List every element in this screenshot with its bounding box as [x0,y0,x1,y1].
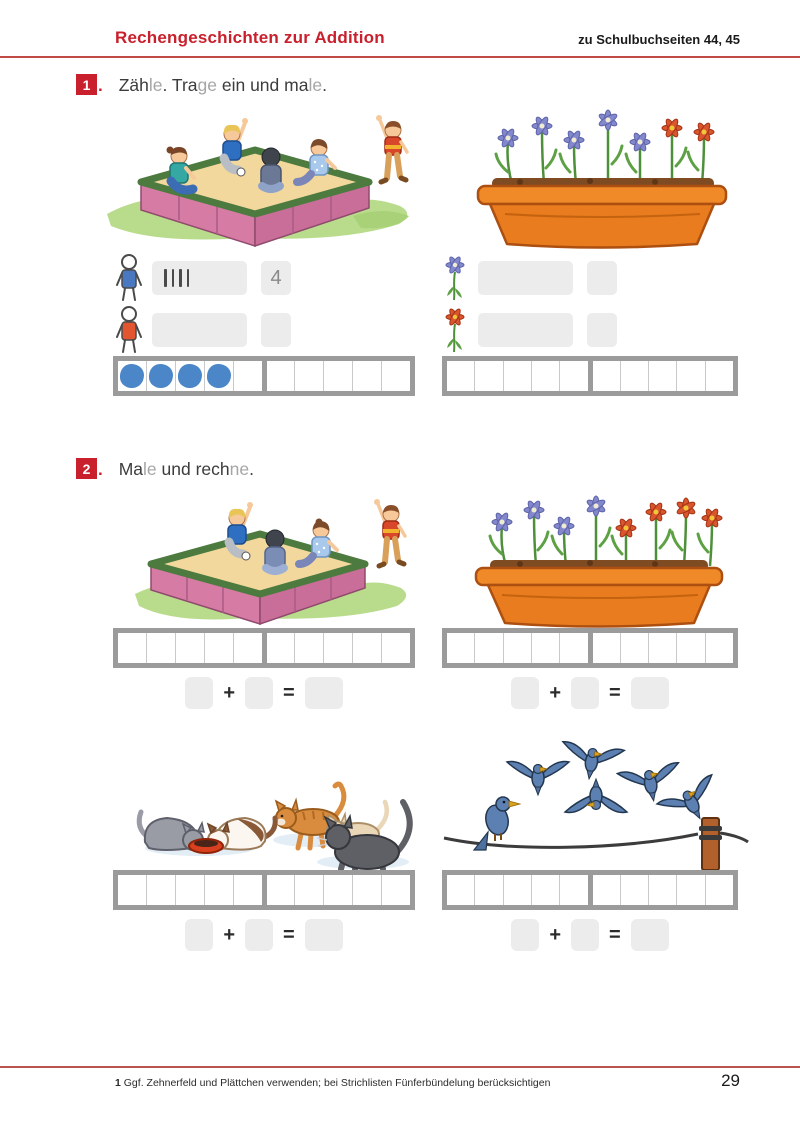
number-input-box[interactable] [587,261,617,295]
sum-input-box[interactable] [631,677,669,709]
ten-frame-cell[interactable] [118,361,147,391]
footnote [115,1077,550,1089]
ten-frame-group [593,361,734,391]
instruction-segment: und rech [156,459,230,479]
bird-flying [565,779,627,813]
bird-flying [507,762,569,796]
tally-input-box[interactable] [478,261,573,295]
instruction-segment: . [249,459,254,479]
tally-mark [179,269,182,287]
ten-frame-cell[interactable] [593,633,621,663]
ten-frame-cell[interactable] [382,875,410,905]
ten-frame-cell[interactable] [295,875,324,905]
instruction-segment: Ma [118,459,144,479]
ten-frame-cell[interactable] [677,875,705,905]
equals-sign: = [609,681,621,704]
ten-frame-cell[interactable] [382,361,410,391]
addend-input-box[interactable] [245,677,273,709]
flower-blue-icon [438,254,472,302]
count-row [112,252,291,304]
ten-frame-cell[interactable] [295,361,324,391]
equals-sign: = [283,923,295,946]
tally-input-box[interactable] [478,313,573,347]
wooden-post [699,818,722,870]
ten-frame-cell[interactable] [706,633,733,663]
task1-left-count-rows [112,252,291,356]
ten-frame-cell[interactable] [560,633,587,663]
instruction-segment: . [322,75,327,95]
ten-frame-cell[interactable] [295,633,324,663]
sum-input-box[interactable] [305,677,343,709]
task2-badge-dot: . [98,460,103,479]
ten-frame-cell[interactable] [234,633,262,663]
ten-frame-cell[interactable] [267,633,296,663]
ten-frame-cell[interactable] [706,361,733,391]
count-row [112,304,291,356]
tally-input-box[interactable] [152,313,247,347]
instruction-segment: le [308,75,323,95]
child-standing-red [376,115,407,182]
addend-input-box[interactable] [511,677,539,709]
ten-frame-cell[interactable] [621,633,649,663]
addend-input-box[interactable] [185,677,213,709]
sum-input-box[interactable] [631,919,669,951]
equals-sign: = [283,681,295,704]
number-input-box[interactable] [587,313,617,347]
ten-frame-group [118,633,262,663]
ten-frame [442,870,738,910]
flower-box-scene-illustration [450,102,755,254]
ten-frame-cell[interactable] [447,633,475,663]
page-number: 29 [721,1071,740,1090]
counter-dot [149,364,173,388]
child-figure-red-icon [112,305,146,355]
ten-frame-group [447,633,588,663]
ten-frame-cell[interactable] [504,361,532,391]
sandbox-scene-illustration [95,92,425,258]
task1-right-count-rows [438,252,617,356]
addend-input-box[interactable] [245,919,273,951]
footnote-text: Ggf. Zehnerfeld und Plättchen verwenden; bei Strichlisten Fünferbündelung berücksichtigen [123,1077,551,1089]
plus-operator: + [223,923,235,946]
ten-frame-cell[interactable] [205,633,234,663]
ten-frame-group [447,875,588,905]
ten-frame-group [267,633,411,663]
ten-frame-cell[interactable] [205,875,234,905]
ten-frame-cell[interactable] [649,875,677,905]
counter-dot [120,364,144,388]
planter [476,560,722,627]
ten-frame-cell[interactable] [267,361,296,391]
ten-frame-cell[interactable] [118,633,147,663]
task2-header [76,458,254,480]
ten-frame-cell[interactable] [353,875,382,905]
ten-frame [113,870,415,910]
tally-mark [172,269,175,287]
ten-frame-cell[interactable] [593,875,621,905]
tally-mark [164,269,167,287]
instruction-segment: . Tra [162,75,198,95]
ten-frame-cell[interactable] [324,361,353,391]
instruction-segment: le [148,75,163,95]
ten-frame-cell[interactable] [176,875,205,905]
addend-input-box[interactable] [511,919,539,951]
ten-frame-cell[interactable] [649,361,677,391]
equation [442,918,738,952]
ten-frame-cell[interactable] [532,361,560,391]
planter [478,178,726,248]
header-rule [0,56,800,58]
ten-frame-cell[interactable] [147,633,176,663]
task1-number-badge: 1 [76,74,97,95]
instruction-segment: ge [197,75,217,95]
child-figure-blue-icon [112,253,146,303]
ten-frame-cell[interactable] [532,875,560,905]
ten-frame-cell[interactable] [649,633,677,663]
ten-frame-group [118,361,262,391]
plus-operator: + [223,681,235,704]
ten-frame-cell[interactable] [677,633,705,663]
task1-badge-dot: . [98,76,103,95]
tally-input-box[interactable] [152,261,247,295]
number-input-box[interactable]: 4 [261,261,291,295]
ten-frame-group [447,361,588,391]
task2-instruction [119,458,254,480]
number-input-box[interactable] [261,313,291,347]
ten-frame-cell[interactable] [532,633,560,663]
ten-frame-cell[interactable] [234,875,262,905]
ten-frame-cell[interactable] [147,361,176,391]
ten-frame-cell[interactable] [382,633,410,663]
ten-frame-cell[interactable] [706,875,733,905]
ten-frame-cell[interactable] [267,875,296,905]
counter-dot [207,364,231,388]
child-dark-hair [261,148,281,189]
ten-frame-cell[interactable] [447,875,475,905]
addend-input-box[interactable] [185,919,213,951]
flowers [490,496,722,566]
ten-frame-cell[interactable] [621,875,649,905]
ten-frame-cell[interactable] [593,361,621,391]
equation [442,676,738,710]
counter-dot [178,364,202,388]
ten-frame-cell[interactable] [324,633,353,663]
ten-frame-group [118,875,262,905]
equation [113,918,415,952]
sandbox-scene-illustration-2 [95,482,425,632]
ten-frame-cell[interactable] [475,361,503,391]
ten-frame-cell[interactable] [234,361,262,391]
equation [113,676,415,710]
birds-scene-illustration [440,738,750,870]
ten-frame-cell[interactable] [504,875,532,905]
ten-frame-group [593,875,734,905]
equals-sign: = [609,923,621,946]
addend-input-box[interactable] [571,677,599,709]
bird-sitting [474,797,520,850]
ten-frame-cell[interactable] [353,633,382,663]
ten-frame [113,628,415,668]
addend-input-box[interactable] [571,919,599,951]
ten-frame-cell[interactable] [205,361,234,391]
ten-frame-cell[interactable] [447,361,475,391]
instruction-segment: ne [229,459,250,479]
ten-frame-cell[interactable] [560,361,587,391]
count-row [438,252,617,304]
ten-frame-cell[interactable] [353,361,382,391]
ten-frame-group [593,633,734,663]
textbook-reference: zu Schulbuchseiten 44, 45 [578,32,740,47]
cats-scene-illustration [105,742,425,870]
instruction-segment: le [143,459,157,479]
ten-frame-cell[interactable] [475,875,503,905]
ten-frame [113,356,415,396]
ten-frame-group [267,361,411,391]
ten-frame-cell[interactable] [147,875,176,905]
child-dark-hair [265,530,285,571]
child-standing-red [374,499,405,566]
sum-input-box[interactable] [305,919,343,951]
plus-operator: + [549,923,561,946]
tally-mark [187,269,190,287]
ten-frame [442,628,738,668]
ten-frame-cell[interactable] [324,875,353,905]
page-title: Rechengeschichten zur Addition [115,28,385,47]
footer-rule [0,1066,800,1068]
flowers [496,110,714,184]
instruction-segment: Zäh [118,75,149,95]
ten-frame-cell[interactable] [176,633,205,663]
ten-frame [442,356,738,396]
ten-frame-group [267,875,411,905]
instruction-segment: ein und ma [217,75,309,95]
ten-frame-cell[interactable] [176,361,205,391]
food-bowl [189,839,223,853]
flower-red-icon [438,306,472,354]
ten-frame-cell[interactable] [504,633,532,663]
plus-operator: + [549,681,561,704]
flower-box-scene-illustration-2 [450,490,750,630]
count-row [438,304,617,356]
ten-frame-cell[interactable] [677,361,705,391]
ten-frame-cell[interactable] [560,875,587,905]
ten-frame-cell[interactable] [118,875,147,905]
task2-number-badge: 2 [76,458,97,479]
ten-frame-cell[interactable] [621,361,649,391]
ten-frame-cell[interactable] [475,633,503,663]
footnote-marker: 1 [115,1077,121,1089]
